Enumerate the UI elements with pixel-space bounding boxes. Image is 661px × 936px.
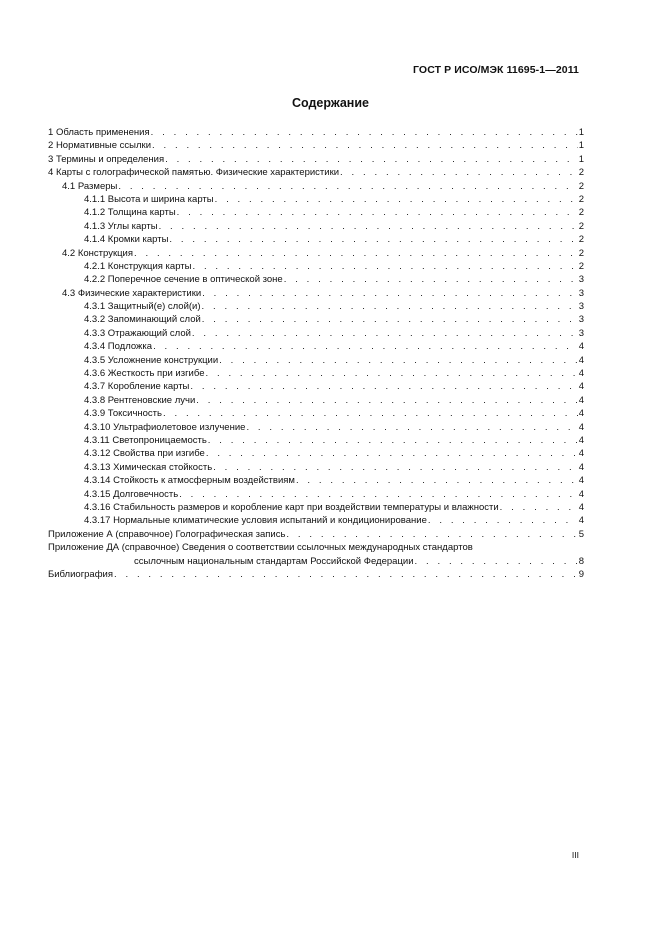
table-of-contents	[48, 126, 584, 581]
toc-entry-title: Коробление карты	[107, 381, 190, 393]
toc-entry-label	[62, 247, 133, 260]
toc-entry[interactable]	[48, 180, 584, 193]
dot-leader	[163, 407, 578, 420]
toc-entry[interactable]	[48, 193, 584, 206]
toc-entry-label	[84, 367, 204, 380]
toc-entry-title: Толщина карты	[107, 207, 176, 219]
toc-entry[interactable]	[48, 287, 584, 300]
toc-entry-title: Конструкция карты	[107, 260, 192, 272]
toc-entry-title: Размеры	[77, 180, 118, 192]
toc-entry-label	[84, 273, 283, 286]
dot-leader	[500, 501, 578, 514]
toc-entry[interactable]	[48, 153, 584, 166]
toc-entry-number: 4.3.2	[84, 314, 106, 326]
dot-leader	[428, 514, 578, 527]
toc-entry[interactable]	[48, 380, 584, 393]
dot-leader	[134, 247, 578, 260]
toc-entry-page: 4	[578, 515, 584, 527]
toc-entry-title: Защитный(е) слой(и)	[107, 301, 201, 313]
toc-entry[interactable]	[48, 447, 584, 460]
dot-leader	[165, 153, 578, 166]
toc-entry-page: 2	[578, 220, 584, 232]
toc-entry[interactable]	[48, 421, 584, 434]
dot-leader	[206, 447, 578, 460]
toc-entry-label	[84, 340, 152, 353]
toc-entry-number: 4.1.2	[84, 207, 106, 219]
toc-entry-number: 2	[48, 140, 54, 152]
toc-entry-label	[84, 233, 168, 246]
dot-leader	[219, 354, 578, 367]
toc-entry-page: 4	[578, 421, 584, 433]
toc-entry-title: Термины и определения	[55, 153, 165, 165]
toc-entry-page: 1	[578, 153, 584, 165]
toc-entry[interactable]	[48, 501, 584, 514]
toc-entry-page: 4	[578, 394, 584, 406]
dot-leader	[153, 340, 578, 353]
toc-entry-title: Конструкция	[77, 247, 133, 259]
toc-entry-title: Стойкость к атмосферным воздействиям	[113, 475, 295, 487]
toc-entry-number: 4.3.3	[84, 327, 106, 339]
toc-entry[interactable]	[48, 488, 584, 501]
toc-entry[interactable]	[48, 247, 584, 260]
toc-entry-title: Рентгеновские лучи	[107, 394, 196, 406]
toc-entry-page: 4	[578, 381, 584, 393]
toc-entry-title: Область применения	[55, 127, 150, 138]
toc-entry-page: 4	[578, 354, 584, 366]
toc-entry-label	[84, 447, 205, 460]
toc-entry-title: Нормальные климатические условия испытаний и кондиционирование	[113, 515, 427, 527]
toc-entry-page: 2	[578, 234, 584, 246]
toc-entry-page: 4	[578, 488, 584, 500]
toc-entry[interactable]	[48, 514, 584, 527]
toc-entry[interactable]	[48, 568, 584, 581]
toc-entry-page: 4	[578, 434, 584, 446]
toc-entry-label	[84, 461, 212, 474]
dot-leader	[208, 434, 578, 447]
toc-entry-number: 4	[48, 167, 54, 179]
toc-entry-page: 4	[578, 475, 584, 487]
dot-leader	[286, 528, 577, 541]
toc-entry[interactable]	[48, 126, 584, 139]
toc-entry-page: 2	[578, 247, 584, 259]
dot-leader	[118, 180, 577, 193]
toc-entry-label	[84, 421, 245, 434]
toc-entry[interactable]	[48, 260, 584, 273]
toc-entry-label	[84, 354, 218, 367]
toc-entry[interactable]	[48, 394, 584, 407]
toc-entry[interactable]	[48, 313, 584, 326]
toc-entry-number: 4.3.15	[84, 488, 111, 500]
toc-entry[interactable]	[48, 528, 584, 541]
toc-entry-title: Подложка	[107, 341, 153, 353]
toc-entry-title: Отражающий слой	[107, 327, 191, 339]
toc-entry[interactable]	[48, 233, 584, 246]
toc-entry-title: Высота и ширина карты	[107, 193, 214, 205]
toc-entry-label	[48, 139, 151, 152]
toc-entry-page: 4	[578, 341, 584, 353]
toc-entry-label	[48, 153, 164, 166]
toc-entry[interactable]	[48, 166, 584, 179]
toc-entry-number: 4.3.4	[84, 341, 106, 353]
toc-entry-page: 2	[578, 260, 584, 272]
toc-entry[interactable]	[48, 300, 584, 313]
toc-entry-number: 4.3.10	[84, 421, 111, 433]
toc-entry-page: 4	[578, 461, 584, 473]
toc-entry-number: 4.3.6	[84, 368, 106, 380]
toc-entry-title: Кромки карты	[107, 234, 169, 246]
toc-entry-label	[84, 407, 162, 420]
toc-entry-title: Физические характеристики	[77, 287, 202, 299]
toc-entry-title: Жесткость при изгибе	[107, 368, 205, 380]
dot-leader	[169, 233, 577, 246]
toc-entry[interactable]	[48, 273, 584, 286]
toc-entry[interactable]	[48, 206, 584, 219]
dot-leader	[284, 273, 578, 286]
toc-entry[interactable]	[48, 340, 584, 353]
dot-leader	[151, 126, 578, 139]
toc-entry-title: Ультрафиолетовое излучение	[113, 421, 246, 433]
toc-entry-label: Приложение ДА (справочное) Сведения о соответствии ссылочных международных стандартов	[48, 542, 473, 554]
toc-entry-page: 4	[578, 501, 584, 513]
toc-entry-label	[84, 313, 201, 326]
toc-entry-title: Свойства при изгибе	[113, 448, 205, 460]
document-header: ГОСТ Р ИСО/МЭК 11695-1—2011	[413, 64, 579, 76]
dot-leader	[213, 461, 578, 474]
toc-entry-number: 4.1.1	[84, 193, 106, 205]
toc-entry-title: Нормативные ссылки	[55, 140, 152, 152]
toc-entry-title: Химическая стойкость	[113, 461, 213, 473]
toc-entry-number: 4.3	[62, 287, 76, 299]
toc-entry-page: 8	[578, 555, 584, 567]
toc-entry-number: 4.3.13	[84, 461, 111, 473]
toc-entry-page: 3	[578, 327, 584, 339]
toc-entry-number: 4.3.5	[84, 354, 106, 366]
toc-entry-page: 9	[578, 568, 584, 580]
dot-leader	[202, 313, 578, 326]
toc-entry-title: Токсичность	[107, 408, 162, 420]
dot-leader	[196, 394, 577, 407]
dot-leader	[192, 327, 578, 340]
toc-entry-page: 2	[578, 207, 584, 219]
toc-entry-number: 4.1.3	[84, 220, 106, 232]
toc-entry-number: 4.3.9	[84, 408, 106, 420]
toc-entry-page: 3	[578, 314, 584, 326]
toc-entry-label	[84, 501, 499, 514]
toc-entry[interactable]	[48, 541, 584, 568]
dot-leader	[177, 206, 578, 219]
toc-entry-label	[84, 300, 201, 313]
toc-entry-label: Библиография	[48, 568, 113, 580]
toc-entry-page: 3	[578, 274, 584, 286]
toc-entry-title: Усложнение конструкции	[107, 354, 219, 366]
toc-entry-label	[84, 206, 176, 219]
toc-entry-number: 3	[48, 153, 54, 165]
toc-entry-label: Приложение А (справочное) Голографическая запись	[48, 528, 286, 540]
toc-entry-number: 4.2.1	[84, 260, 106, 272]
dot-leader	[192, 260, 577, 273]
dot-leader	[246, 421, 577, 434]
toc-entry-label	[84, 380, 189, 393]
toc-entry[interactable]	[48, 354, 584, 367]
toc-entry-label	[84, 514, 427, 527]
toc-entry-label	[84, 220, 158, 233]
toc-entry-label	[84, 474, 295, 487]
toc-entry[interactable]	[48, 434, 584, 447]
toc-entry-title: Стабильность размеров и коробление карт при воздействии температуры и влажности	[113, 501, 499, 513]
toc-entry-page: 2	[578, 180, 584, 192]
toc-entry-page: 2	[578, 167, 584, 179]
toc-entry-number: 4.3.8	[84, 394, 106, 406]
page-number: III	[571, 850, 579, 860]
toc-entry-number: 4.3.1	[84, 301, 106, 313]
toc-entry-label	[84, 394, 195, 407]
toc-entry-number: 4.1	[62, 180, 76, 192]
dot-leader	[159, 220, 578, 233]
toc-entry-title: Светопроницаемость	[112, 434, 207, 446]
dot-leader	[202, 287, 578, 300]
toc-entry-number: 4.2.2	[84, 274, 106, 286]
toc-entry-page: 1	[578, 127, 584, 138]
dot-leader	[152, 139, 578, 152]
dot-leader	[340, 166, 578, 179]
toc-entry-label	[62, 287, 201, 300]
dot-leader	[114, 568, 578, 581]
dot-leader	[415, 555, 578, 568]
toc-entry[interactable]	[48, 461, 584, 474]
dot-leader	[215, 193, 578, 206]
toc-entry-page: 5	[578, 528, 584, 540]
dot-leader	[296, 474, 578, 487]
toc-entry-number: 4.3.16	[84, 501, 111, 513]
toc-entry-title: Углы карты	[107, 220, 158, 232]
toc-entry-number: 4.3.17	[84, 515, 111, 527]
toc-entry[interactable]	[48, 220, 584, 233]
toc-entry-number: 4.3.11	[84, 434, 110, 446]
toc-entry-label	[84, 434, 207, 447]
dot-leader	[205, 367, 577, 380]
toc-entry-label	[48, 126, 150, 139]
dot-leader	[190, 380, 577, 393]
toc-entry-label	[84, 327, 191, 340]
toc-entry[interactable]	[48, 367, 584, 380]
toc-entry-page: 1	[578, 140, 584, 152]
toc-entry-page: 4	[578, 408, 584, 420]
toc-entry-number: 1	[48, 127, 54, 138]
toc-entry-label	[48, 166, 339, 179]
toc-entry-page: 4	[578, 368, 584, 380]
toc-entry-label-continuation: ссылочным национальным стандартам Российской Федерации	[134, 555, 414, 567]
toc-entry-label	[84, 193, 214, 206]
toc-entry-label	[84, 260, 191, 273]
toc-entry-title: Долговечность	[113, 488, 179, 500]
toc-entry[interactable]	[48, 407, 584, 420]
toc-entry-title: Карты с голографической памятью. Физические характеристики	[55, 167, 340, 179]
toc-entry[interactable]	[48, 474, 584, 487]
toc-entry-number: 4.3.12	[84, 448, 111, 460]
dot-leader	[179, 488, 578, 501]
toc-entry-number: 4.2	[62, 247, 76, 259]
toc-entry-title: Поперечное сечение в оптической зоне	[107, 274, 283, 286]
toc-entry-page: 3	[578, 301, 584, 313]
toc-entry[interactable]	[48, 139, 584, 152]
toc-entry-title: Запоминающий слой	[107, 314, 201, 326]
toc-entry-page: 4	[578, 448, 584, 460]
toc-entry-number: 4.1.4	[84, 234, 106, 246]
toc-entry-label	[62, 180, 117, 193]
dot-leader	[202, 300, 578, 313]
toc-entry-number: 4.3.14	[84, 475, 111, 487]
page-title: Содержание	[291, 96, 369, 110]
toc-entry-label	[84, 488, 178, 501]
toc-entry[interactable]	[48, 327, 584, 340]
toc-entry-page: 2	[578, 193, 584, 205]
toc-entry-page: 3	[578, 287, 584, 299]
toc-entry-number: 4.3.7	[84, 381, 106, 393]
